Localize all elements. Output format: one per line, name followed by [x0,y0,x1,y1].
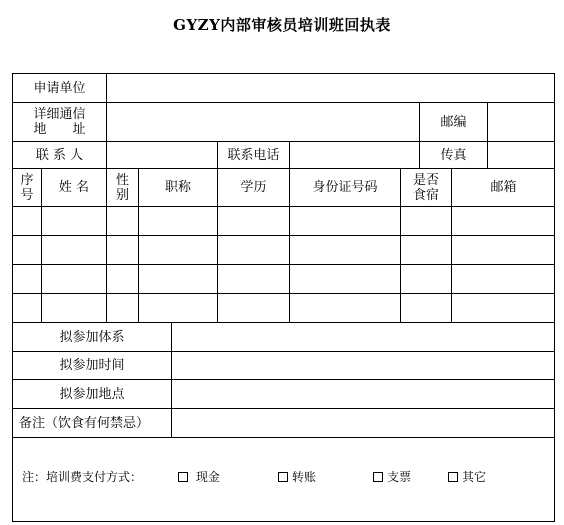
phone-field[interactable] [289,141,419,168]
header-id-number: 身份证号码 [289,168,400,206]
plan-system-label: 拟参加体系 [12,322,171,351]
fax-label: 传真 [419,141,487,168]
payment-prefix: 注：培训费支付方式： [22,470,143,484]
plan-system-field[interactable] [171,322,555,351]
row-1-gender-cell[interactable] [106,206,138,235]
phone-label: 联系电话 [217,141,289,168]
checkbox-transfer[interactable] [278,472,288,482]
payment-option-cash[interactable]: 现金 [178,468,220,485]
row-2-id-number-cell[interactable] [289,235,400,264]
header-seq: 序号 [12,168,41,206]
row-3-name-cell[interactable] [41,264,106,293]
plan-location-field[interactable] [171,379,555,408]
applicant-unit-label: 申请单位 [12,73,106,102]
row-1-email-cell[interactable] [451,206,555,235]
row-4-id-number-cell[interactable] [289,293,400,322]
row-1-education-cell[interactable] [217,206,289,235]
row-4-lodging-cell[interactable] [400,293,451,322]
applicant-unit-field[interactable] [106,73,555,102]
postcode-label: 邮编 [419,102,487,141]
address-label [12,102,106,141]
row-1-seq-cell[interactable] [12,206,41,235]
row-2-email-cell[interactable] [451,235,555,264]
row-3-title-cell[interactable] [138,264,217,293]
row-1-id-number-cell[interactable] [289,206,400,235]
row-1-lodging-cell[interactable] [400,206,451,235]
payment-option-transfer[interactable]: 转账 [278,468,316,485]
row-3-gender-cell[interactable] [106,264,138,293]
row-4-seq-cell[interactable] [12,293,41,322]
row-2-gender-cell[interactable] [106,235,138,264]
row-2-name-cell[interactable] [41,235,106,264]
row-2-education-cell[interactable] [217,235,289,264]
address-label-line2: 地 址 [33,122,86,137]
contact-label: 联 系 人 [12,141,106,168]
row-1-name-cell[interactable] [41,206,106,235]
row-3-lodging-cell[interactable] [400,264,451,293]
header-email: 邮箱 [451,168,555,206]
row-1-title-cell[interactable] [138,206,217,235]
row-3-education-cell[interactable] [217,264,289,293]
remarks-label: 备注（饮食有何禁忌） [12,408,171,437]
row-4-gender-cell[interactable] [106,293,138,322]
payment-option-check[interactable]: 支票 [373,468,411,485]
row-3-seq-cell[interactable] [12,264,41,293]
row-4-title-cell[interactable] [138,293,217,322]
checkbox-other[interactable] [448,472,458,482]
address-field[interactable] [106,102,419,141]
plan-location-label: 拟参加地点 [12,379,171,408]
row-4-email-cell[interactable] [451,293,555,322]
header-lodging: 是否食宿 [400,168,451,206]
contact-field[interactable] [106,141,217,168]
row-2-seq-cell[interactable] [12,235,41,264]
row-2-lodging-cell[interactable] [400,235,451,264]
plan-time-field[interactable] [171,351,555,379]
row-4-name-cell[interactable] [41,293,106,322]
row-3-email-cell[interactable] [451,264,555,293]
address-label-line1: 详细通信 [33,107,86,122]
payment-option-other[interactable]: 其它 [448,468,486,485]
checkbox-check[interactable] [373,472,383,482]
header-education: 学历 [217,168,289,206]
plan-time-label: 拟参加时间 [12,351,171,379]
header-gender: 性别 [106,168,138,206]
row-4-education-cell[interactable] [217,293,289,322]
remarks-field[interactable] [171,408,555,437]
fax-field[interactable] [487,141,555,168]
row-2-title-cell[interactable] [138,235,217,264]
postcode-field[interactable] [487,102,555,141]
form-title: GYZY内部审核员培训班回执表 [173,16,391,34]
header-name: 姓 名 [41,168,106,206]
row-3-id-number-cell[interactable] [289,264,400,293]
header-title: 职称 [138,168,217,206]
checkbox-cash[interactable] [178,472,188,482]
